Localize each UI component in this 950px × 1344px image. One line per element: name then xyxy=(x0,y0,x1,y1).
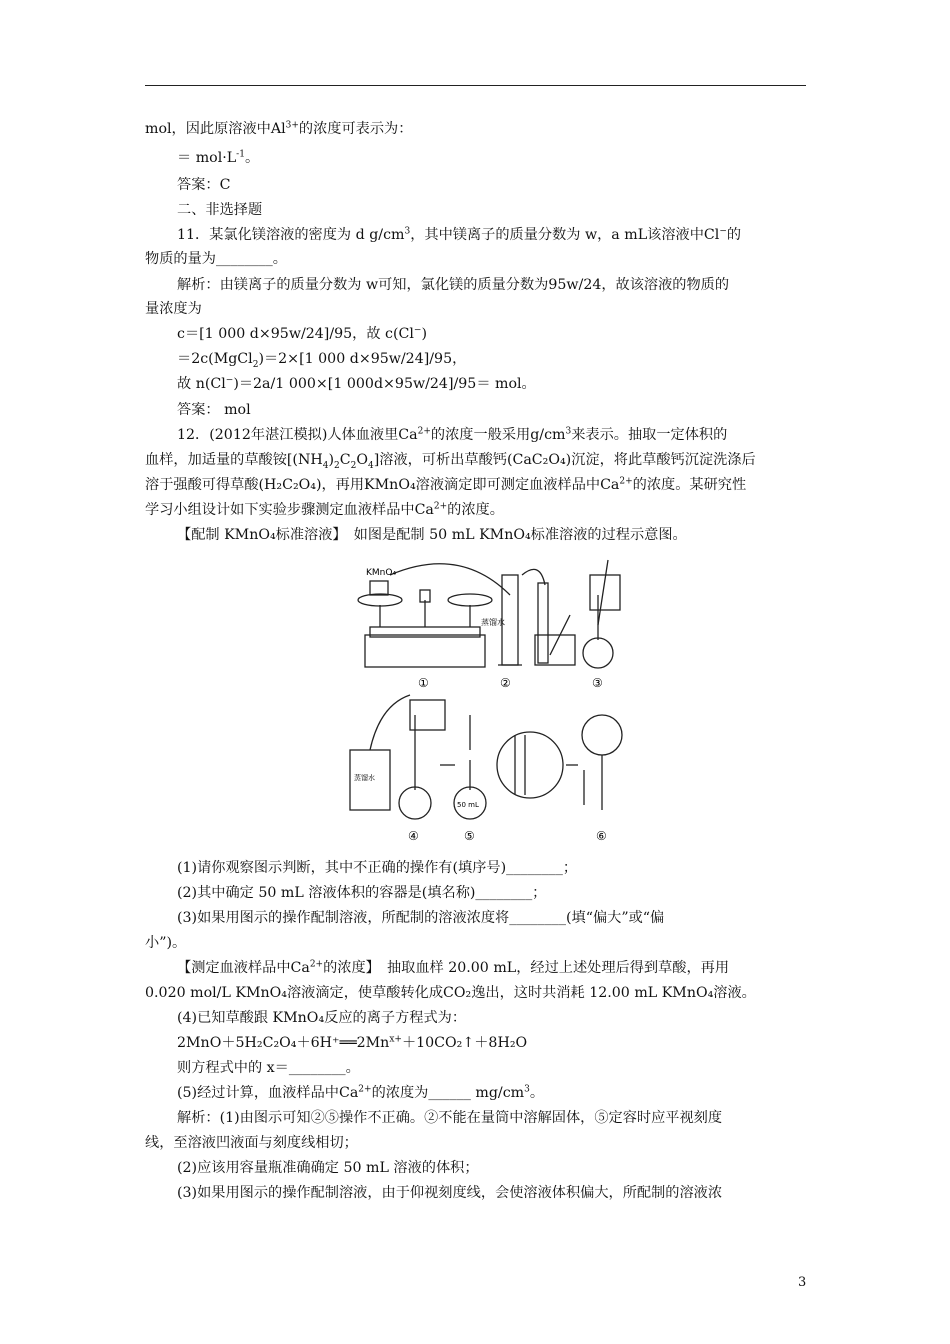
step-5-label: ⑤ xyxy=(464,829,475,843)
equation: $2MnO+5H_2C_2O_4+6H^+══2Mn^{x+}+10CO_2↑+8H_2O$ xyxy=(177,1034,528,1051)
question-12-cont: 学习小组设计如下实验步骤测定血液样品中$Ca^{2+}$的浓度。 xyxy=(145,501,504,518)
question-12-cont: 溶于强酸可得草酸(H₂C₂O₄)，再用KMnO₄溶液滴定即可测定血液样品中$Ca^{2+}$的浓度。某研究性 xyxy=(145,476,747,493)
header-rule xyxy=(145,85,806,86)
water-bottle-label: 蒸馏水 xyxy=(354,774,375,782)
solution-line: ＝2c(MgCl$_2$)＝2×[1 000 d×95w/24]/95， xyxy=(177,351,467,370)
wash-bottle-diagram xyxy=(350,695,445,819)
page-number: 3 xyxy=(798,1275,807,1290)
question-11-cont: 物质的量为________。 xyxy=(145,251,287,267)
inverting-flask-diagram xyxy=(582,715,622,810)
part-1: (1)请你观察图示判断，其中不正确的操作有(填序号)________； xyxy=(177,860,578,876)
step-6-label: ⑥ xyxy=(596,829,607,843)
solution-line: 解析：(1)由图示可知②⑤操作不正确。②不能在量筒中溶解固体，⑤定容时应平视刻度 xyxy=(177,1110,723,1126)
step-2-label: ② xyxy=(500,676,511,690)
balance-diagram xyxy=(358,564,510,667)
part-5: (5)经过计算，血液样品中$Ca^{2+}$的浓度为______ $mg/cm^3$。 xyxy=(177,1084,545,1101)
kmno4-label: KMnO₄ xyxy=(366,568,397,578)
part-4: (4)已知草酸跟 KMnO₄反应的离子方程式为： xyxy=(177,1010,467,1026)
magnifier-diagram xyxy=(497,732,563,798)
measure-cont: 0.020 mol/L KMnO₄溶液滴定，使草酸转化成CO₂逸出，这时共消耗 12.00 mL KMnO₄溶液。 xyxy=(145,985,756,1001)
part-2: (2)其中确定 50 mL 溶液体积的容器是(填名称)________； xyxy=(177,885,547,901)
solution-line: 线，至溶液凹液面与刻度线相切； xyxy=(145,1135,358,1151)
solution-line: 量浓度为 xyxy=(145,301,202,317)
part-3: (3)如果用图示的操作配制溶液，所配制的溶液浓度将________(填“偏大”或“偏 xyxy=(177,910,665,926)
part-3-cont: 小”)。 xyxy=(145,935,187,951)
text-line: ＝ $mol\cdot L^{-1}$。 xyxy=(177,149,260,166)
question-11: 11．某氯化镁溶液的密度为 d $g/cm^3$，其中镁离子的质量分数为 w，a mL该溶液中Cl−的 xyxy=(177,226,742,243)
measure-heading: 【测定血液样品中$Ca^{2+}$的浓度】 抽取血样 20.00 mL，经过上述处理后得到草酸，再用 xyxy=(177,959,730,976)
part-4-cont: 则方程式中的 x＝________。 xyxy=(177,1060,360,1076)
question-12-cont: 血样，加适量的草酸铵$[(NH_4)_2C_2O_4]$溶液，可析出草酸钙(CaC₂O₄)沉淀，将此草酸钙沉淀洗涤后 xyxy=(145,452,756,471)
lab-procedure-figure xyxy=(340,555,630,855)
answer-line: 答案：C xyxy=(177,177,231,193)
cylinder-diagram xyxy=(498,569,575,665)
solution-line: 解析：由镁离子的质量分数为 w可知，氯化镁的质量分数为95w/24，故该溶液的物质的 xyxy=(177,277,730,293)
flask-diagram xyxy=(583,560,620,668)
solution-line: (2)应该用容量瓶准确确定 50 mL 溶液的体积； xyxy=(177,1160,479,1176)
solution-line: (3)如果用图示的操作配制溶液，由于仰视刻度线，会使溶液体积偏大，所配制的溶液浓 xyxy=(177,1185,723,1201)
solution-line: 故 n(Cl−)＝2a/1 000×[1 000d×95w/24]/95＝ mol。 xyxy=(177,375,536,392)
section-heading: 二、非选择题 xyxy=(177,202,263,218)
flask-label: 50 mL xyxy=(457,801,479,809)
text-line: mol，因此原溶液中$Al^{3+}$的浓度可表示为： xyxy=(145,120,413,137)
step-1-label: ① xyxy=(418,676,429,690)
question-12: 12．(2012年湛江模拟)人体血液里$Ca^{2+}$的浓度一般采用$g/cm^3$来表示。抽取一定体积的 xyxy=(177,426,728,443)
step-4-label: ④ xyxy=(408,829,419,843)
answer-line: 答案： mol xyxy=(177,402,251,418)
solution-line: c＝[1 000 d×95w/24]/95，故 c(Cl−) xyxy=(177,325,428,342)
step-3-label: ③ xyxy=(592,676,603,690)
water-label: 蒸馏水 xyxy=(481,618,505,627)
prep-heading: 【配制 KMnO₄标准溶液】 如图是配制 50 mL KMnO₄标准溶液的过程示意图。 xyxy=(177,527,687,543)
